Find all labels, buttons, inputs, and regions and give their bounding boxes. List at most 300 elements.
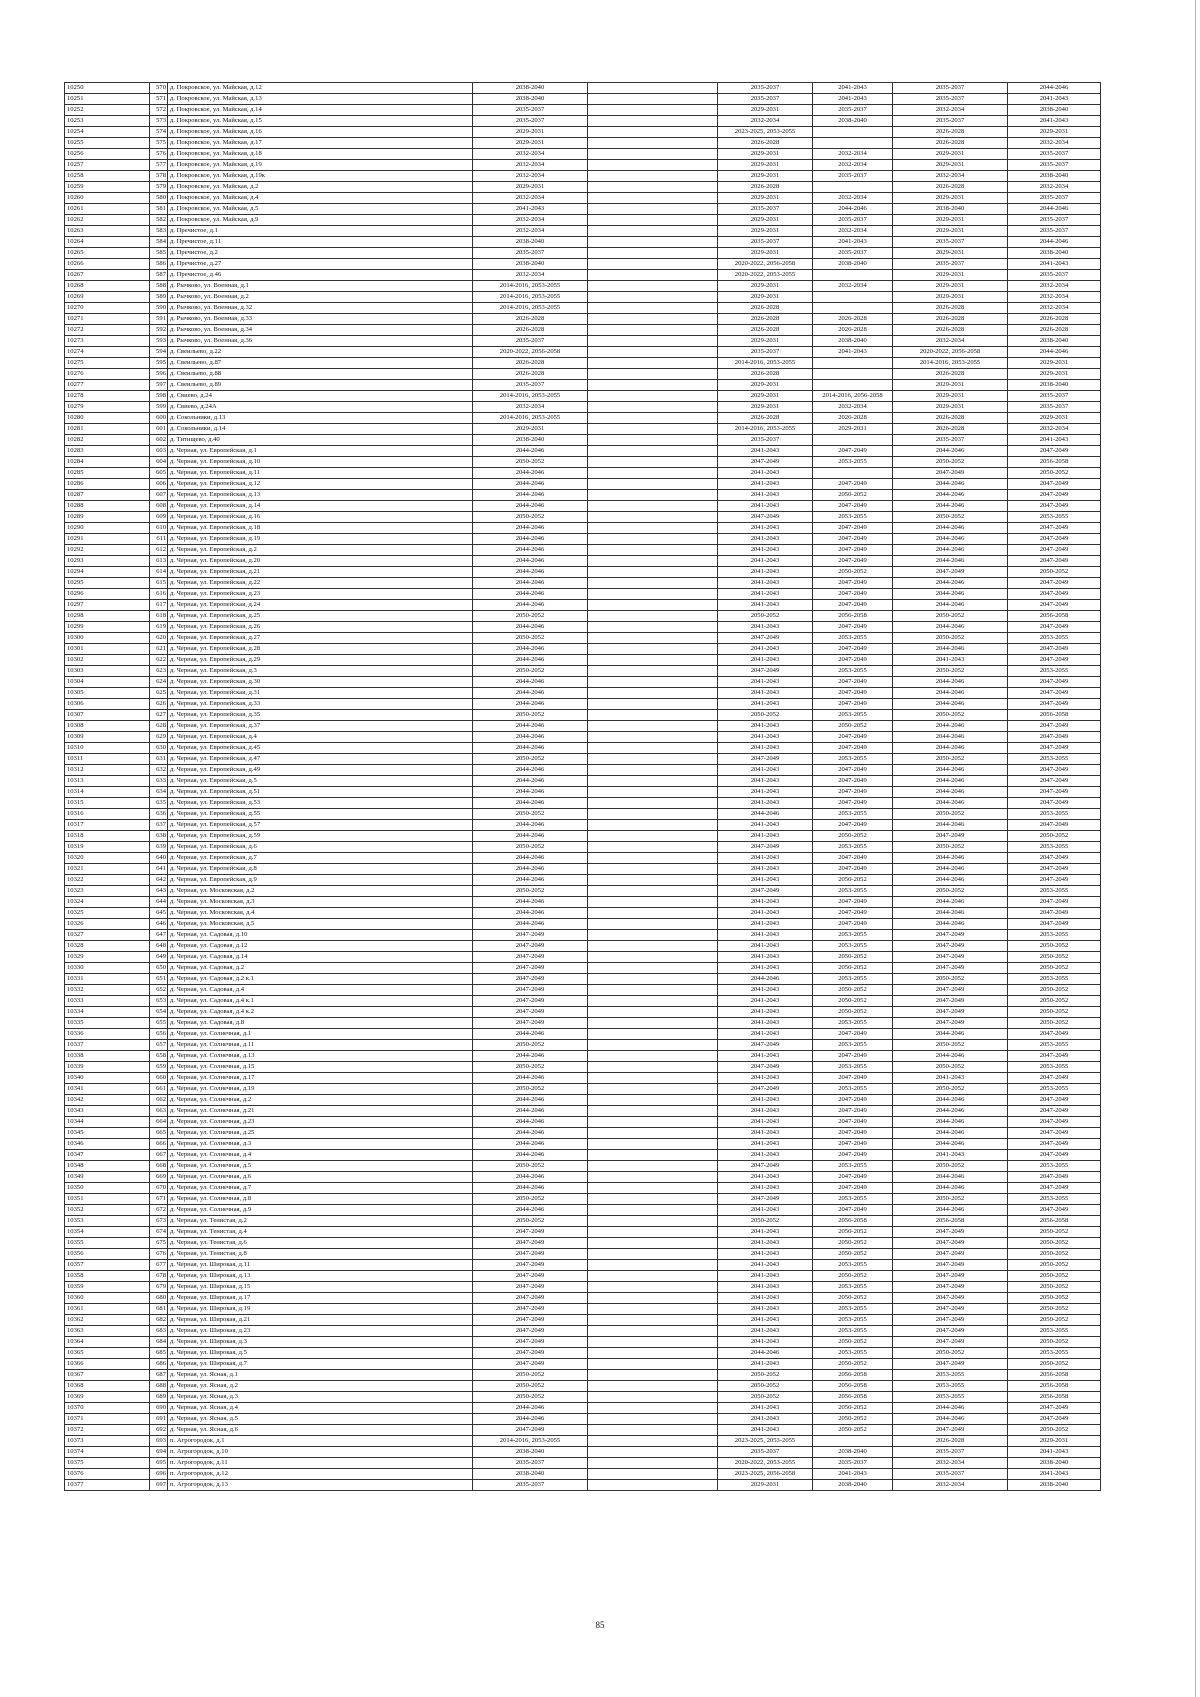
address-cell: д. Черная, ул. Садовая, д.2 к.1 [168,974,473,985]
year-range-cell-2: 2041-2043 [718,1007,813,1018]
table-row [65,1040,1101,1051]
address-cell: д. Черная, ул. Солнечная, д.3 [168,1139,473,1150]
row-number-cell: 683 [150,1326,168,1337]
year-range-cell-5: 2050-2052 [1008,1337,1101,1348]
year-range-cell-3: 2050-2052 [813,1238,893,1249]
table-row [65,215,1101,226]
year-range-cell-3: 2050-2052 [813,490,893,501]
year-range-cell-4: 2047-2049 [893,1271,1008,1282]
year-range-cell-5: 2047-2049 [1008,798,1101,809]
table-row [65,886,1101,897]
address-cell: д. Свиево, д.24 [168,391,473,402]
table-row [65,1150,1101,1161]
year-range-cell-4: 2044-2046 [893,1106,1008,1117]
empty-cell [588,1359,718,1370]
table-row [65,1117,1101,1128]
table-row [65,270,1101,281]
year-range-cell-4: 2044-2046 [893,908,1008,919]
address-cell: д. Свеильево, д.89 [168,380,473,391]
empty-cell [588,1018,718,1029]
year-range-cell-3: 2038-2040 [813,1480,893,1491]
address-cell: д. Черная, ул. Садовая, д.10 [168,930,473,941]
year-range-cell-2: 2041-2043 [718,897,813,908]
year-range-cell-3: 2050-2052 [813,1293,893,1304]
year-range-cell-3: 2035-2037 [813,215,893,226]
address-cell: д. Черная, ул. Европейская, д.20 [168,556,473,567]
address-cell: д. Покровское, ул. Майская, д.15 [168,116,473,127]
row-number-cell: 591 [150,314,168,325]
year-range-cell-4: 2044-2046 [893,1051,1008,1062]
year-range-cell-1: 2050-2052 [473,1370,588,1381]
empty-cell [588,105,718,116]
year-range-cell-1: 2044-2046 [473,699,588,710]
year-range-cell-3: 2047-2049 [813,1172,893,1183]
row-number-cell: 615 [150,578,168,589]
address-cell: д. Черная, ул. Европейская, д.29 [168,655,473,666]
year-range-cell-5: 2047-2049 [1008,1414,1101,1425]
row-id-cell: 10313 [65,776,150,787]
year-range-cell-4: 2047-2049 [893,1282,1008,1293]
year-range-cell-5: 2050-2052 [1008,1227,1101,1238]
year-range-cell-3: 2053-2055 [813,1194,893,1205]
row-id-cell: 10325 [65,908,150,919]
year-range-cell-2: 2041-2043 [718,1260,813,1271]
address-cell: д. Черная, ул. Европейская, д.18 [168,523,473,534]
year-range-cell-4: 2047-2049 [893,952,1008,963]
row-number-cell: 571 [150,94,168,105]
year-range-cell-1: 2050-2052 [473,1040,588,1051]
year-range-cell-1: 2044-2046 [473,1150,588,1161]
year-range-cell-3: 2038-2040 [813,116,893,127]
year-range-cell-2: 2041-2043 [718,875,813,886]
year-range-cell-5: 2047-2049 [1008,501,1101,512]
year-range-cell-4: 2044-2046 [893,677,1008,688]
address-cell: д. Пречистое, д.2 [168,248,473,259]
empty-cell [588,1139,718,1150]
year-range-cell-5: 2038-2040 [1008,171,1101,182]
year-range-cell-1: 2044-2046 [473,1117,588,1128]
row-number-cell: 632 [150,765,168,776]
table-row [65,1139,1101,1150]
year-range-cell-5: 2056-2058 [1008,1381,1101,1392]
row-id-cell: 10268 [65,281,150,292]
year-range-cell-3 [813,182,893,193]
row-id-cell: 10252 [65,105,150,116]
empty-cell [588,314,718,325]
year-range-cell-1: 2029-2031 [473,127,588,138]
year-range-cell-2: 2041-2043 [718,1359,813,1370]
year-range-cell-4: 2050-2052 [893,1161,1008,1172]
year-range-cell-5: 2041-2043 [1008,116,1101,127]
year-range-cell-1: 2047-2049 [473,1271,588,1282]
year-range-cell-1: 2044-2046 [473,1139,588,1150]
table-row [65,1051,1101,1062]
year-range-cell-5: 2029-2031 [1008,358,1101,369]
year-range-cell-1: 2044-2046 [473,908,588,919]
year-range-cell-1: 2014-2016, 2053-2055 [473,292,588,303]
table-row [65,1194,1101,1205]
year-range-cell-2: 2041-2043 [718,908,813,919]
year-range-cell-1: 2044-2046 [473,776,588,787]
empty-cell [588,369,718,380]
year-range-cell-1: 2029-2031 [473,424,588,435]
year-range-cell-2: 2047-2049 [718,886,813,897]
row-id-cell: 10264 [65,237,150,248]
year-range-cell-5: 2047-2049 [1008,820,1101,831]
row-id-cell: 10335 [65,1018,150,1029]
year-range-cell-1: 2044-2046 [473,534,588,545]
empty-cell [588,589,718,600]
year-range-cell-3: 2047-2049 [813,820,893,831]
year-range-cell-4: 2047-2049 [893,941,1008,952]
year-range-cell-2: 2044-2046 [718,809,813,820]
empty-cell [588,446,718,457]
year-range-cell-5: 2053-2055 [1008,754,1101,765]
year-range-cell-3 [813,468,893,479]
year-range-cell-2: 2041-2043 [718,1227,813,1238]
year-range-cell-5: 2047-2049 [1008,787,1101,798]
address-cell: д. Покровское, ул. Майская, д.2 [168,182,473,193]
table-row [65,1227,1101,1238]
empty-cell [588,479,718,490]
year-range-cell-1: 2050-2052 [473,886,588,897]
scan-edge-line [1195,0,1196,1697]
table-row [65,1073,1101,1084]
row-number-cell: 660 [150,1073,168,1084]
empty-cell [588,1392,718,1403]
year-range-cell-2: 2041-2043 [718,1095,813,1106]
address-cell: д. Свеильево, д.88 [168,369,473,380]
year-range-cell-2: 2047-2049 [718,1062,813,1073]
address-cell: д. Черная, ул. Тенистая, д.4 [168,1227,473,1238]
year-range-cell-4: 2044-2046 [893,501,1008,512]
year-range-cell-2: 2041-2043 [718,864,813,875]
row-number-cell: 608 [150,501,168,512]
row-number-cell: 603 [150,446,168,457]
year-range-cell-5: 2035-2037 [1008,149,1101,160]
row-id-cell: 10294 [65,567,150,578]
row-id-cell: 10287 [65,490,150,501]
year-range-cell-2: 2047-2049 [718,1194,813,1205]
year-range-cell-3: 2041-2043 [813,347,893,358]
empty-cell [588,721,718,732]
year-range-cell-2: 2041-2043 [718,699,813,710]
year-range-cell-3: 2035-2037 [813,1458,893,1469]
empty-cell [588,325,718,336]
row-id-cell: 10337 [65,1040,150,1051]
year-range-cell-1: 2044-2046 [473,567,588,578]
year-range-cell-5: 2026-2028 [1008,314,1101,325]
year-range-cell-2: 2044-2046 [718,974,813,985]
row-number-cell: 669 [150,1172,168,1183]
address-cell: д. Черная, ул. Европейская, д.5 [168,776,473,787]
row-number-cell: 620 [150,633,168,644]
year-range-cell-2: 2026-2028 [718,325,813,336]
year-range-cell-3: 2053-2055 [813,633,893,644]
address-cell: д. Черная, ул. Солнечная, д.11 [168,1040,473,1051]
year-range-cell-5: 2038-2040 [1008,248,1101,259]
year-range-cell-5: 2050-2052 [1008,831,1101,842]
address-cell: д. Черная, ул. Садовая, д.4 к.1 [168,996,473,1007]
year-range-cell-5: 2047-2049 [1008,875,1101,886]
row-number-cell: 624 [150,677,168,688]
year-range-cell-4: 2044-2046 [893,1095,1008,1106]
address-cell: д. Покровское, ул. Майская, д.9 [168,215,473,226]
year-range-cell-3: 2047-2049 [813,479,893,490]
row-id-cell: 10286 [65,479,150,490]
year-range-cell-3: 2053-2055 [813,1304,893,1315]
row-number-cell: 635 [150,798,168,809]
table-row [65,1183,1101,1194]
year-range-cell-1: 2038-2040 [473,1447,588,1458]
year-range-cell-2: 2029-2031 [718,292,813,303]
year-range-cell-1: 2044-2046 [473,688,588,699]
year-range-cell-3: 2047-2049 [813,853,893,864]
row-number-cell: 634 [150,787,168,798]
year-range-cell-3: 2047-2049 [813,787,893,798]
empty-cell [588,974,718,985]
year-range-cell-1: 2044-2046 [473,1172,588,1183]
address-cell: д. Черная, ул. Солнечная, д.25 [168,1128,473,1139]
address-cell: д. Черная, ул. Солнечная, д.15 [168,1062,473,1073]
year-range-cell-2: 2047-2049 [718,842,813,853]
row-id-cell: 10255 [65,138,150,149]
year-range-cell-3: 2053-2055 [813,1282,893,1293]
row-id-cell: 10311 [65,754,150,765]
year-range-cell-1: 2026-2028 [473,358,588,369]
empty-cell [588,666,718,677]
year-range-cell-1: 2035-2037 [473,1458,588,1469]
address-cell: д. Черная, ул. Тенистая, д.8 [168,1249,473,1260]
table-row [65,1326,1101,1337]
year-range-cell-4: 2026-2028 [893,1436,1008,1447]
year-range-cell-5: 2047-2049 [1008,1183,1101,1194]
row-number-cell: 623 [150,666,168,677]
table-row [65,138,1101,149]
year-range-cell-2: 2041-2043 [718,1029,813,1040]
year-range-cell-4: 2044-2046 [893,622,1008,633]
table-row [65,930,1101,941]
year-range-cell-3: 2053-2055 [813,809,893,820]
year-range-cell-1: 2014-2016, 2053-2055 [473,303,588,314]
year-range-cell-4: 2029-2031 [893,292,1008,303]
year-range-cell-5: 2056-2058 [1008,611,1101,622]
year-range-cell-2: 2041-2043 [718,688,813,699]
year-range-cell-5: 2050-2052 [1008,1304,1101,1315]
year-range-cell-5: 2047-2049 [1008,1117,1101,1128]
year-range-cell-4: 2029-2031 [893,160,1008,171]
year-range-cell-5: 2041-2043 [1008,435,1101,446]
year-range-cell-5: 2050-2052 [1008,996,1101,1007]
year-range-cell-4: 2029-2031 [893,226,1008,237]
year-range-cell-1: 2047-2049 [473,1007,588,1018]
row-id-cell: 10339 [65,1062,150,1073]
year-range-cell-4: 2029-2031 [893,281,1008,292]
year-range-cell-5: 2053-2055 [1008,1161,1101,1172]
row-number-cell: 657 [150,1040,168,1051]
year-range-cell-2: 2029-2031 [718,380,813,391]
row-id-cell: 10333 [65,996,150,1007]
year-range-cell-2: 2029-2031 [718,215,813,226]
address-cell: д. Черная, ул. Солнечная, д.1 [168,1029,473,1040]
empty-cell [588,259,718,270]
year-range-cell-4: 2026-2028 [893,413,1008,424]
year-range-cell-2: 2029-2031 [718,248,813,259]
year-range-cell-1: 2029-2031 [473,138,588,149]
row-id-cell: 10307 [65,710,150,721]
empty-cell [588,468,718,479]
row-number-cell: 589 [150,292,168,303]
year-range-cell-5: 2032-2034 [1008,303,1101,314]
year-range-cell-4: 2041-2043 [893,1150,1008,1161]
address-cell: д. Черная, ул. Широкая, д.15 [168,1282,473,1293]
year-range-cell-2: 2041-2043 [718,776,813,787]
year-range-cell-1: 2050-2052 [473,611,588,622]
empty-cell [588,1194,718,1205]
year-range-cell-1: 2047-2049 [473,1315,588,1326]
year-range-cell-5: 2047-2049 [1008,534,1101,545]
address-cell: д. Черная, ул. Ясная, д.2 [168,1381,473,1392]
year-range-cell-4: 2044-2046 [893,732,1008,743]
row-id-cell: 10259 [65,182,150,193]
year-range-cell-2: 2050-2052 [718,1370,813,1381]
year-range-cell-4: 2053-2055 [893,1370,1008,1381]
table-row [65,1304,1101,1315]
empty-cell [588,1315,718,1326]
year-range-cell-1: 2050-2052 [473,1381,588,1392]
row-number-cell: 694 [150,1447,168,1458]
year-range-cell-3: 2047-2049 [813,578,893,589]
year-range-cell-3: 2047-2049 [813,776,893,787]
year-range-cell-3: 2050-2052 [813,963,893,974]
year-range-cell-1: 2047-2049 [473,930,588,941]
year-range-cell-2: 2041-2043 [718,655,813,666]
table-row [65,1458,1101,1469]
year-range-cell-4: 2047-2049 [893,1425,1008,1436]
year-range-cell-2: 2041-2043 [718,545,813,556]
address-cell: д. Черная, ул. Европейская, д.25 [168,611,473,622]
address-cell: д. Черная, ул. Европейская, д.21 [168,567,473,578]
year-range-cell-5: 2038-2040 [1008,336,1101,347]
year-range-cell-2: 2041-2043 [718,1205,813,1216]
address-cell: д. Покровское, ул. Майская, д.19 [168,160,473,171]
year-range-cell-3: 2053-2055 [813,941,893,952]
year-range-cell-2: 2041-2043 [718,446,813,457]
year-range-cell-1: 2044-2046 [473,479,588,490]
year-range-cell-3: 2050-2052 [813,1414,893,1425]
year-range-cell-3: 2026-2028 [813,314,893,325]
year-range-cell-4: 2026-2028 [893,182,1008,193]
row-id-cell: 10270 [65,303,150,314]
table-row [65,105,1101,116]
table-row [65,1084,1101,1095]
year-range-cell-5: 2047-2049 [1008,1150,1101,1161]
row-number-cell: 574 [150,127,168,138]
table-row [65,193,1101,204]
year-range-cell-3: 2044-2046 [813,204,893,215]
year-range-cell-1: 2044-2046 [473,853,588,864]
empty-cell [588,1480,718,1491]
year-range-cell-5: 2026-2028 [1008,325,1101,336]
row-id-cell: 10347 [65,1150,150,1161]
empty-cell [588,1062,718,1073]
row-number-cell: 686 [150,1359,168,1370]
year-range-cell-5: 2047-2049 [1008,1095,1101,1106]
table-row [65,1062,1101,1073]
row-id-cell: 10250 [65,83,150,94]
year-range-cell-1: 2047-2049 [473,1293,588,1304]
year-range-cell-1: 2044-2046 [473,1073,588,1084]
year-range-cell-4: 2029-2031 [893,193,1008,204]
year-range-cell-5: 2047-2049 [1008,677,1101,688]
year-range-cell-1: 2044-2046 [473,1205,588,1216]
row-number-cell: 609 [150,512,168,523]
row-id-cell: 10370 [65,1403,150,1414]
housing-schedule-table [64,82,1101,1491]
year-range-cell-3: 2029-2031 [813,424,893,435]
row-number-cell: 586 [150,259,168,270]
row-id-cell: 10354 [65,1227,150,1238]
year-range-cell-2: 2041-2043 [718,743,813,754]
year-range-cell-5: 2047-2049 [1008,589,1101,600]
empty-cell [588,160,718,171]
address-cell: д. Черная, ул. Широкая, д.23 [168,1326,473,1337]
year-range-cell-1: 2050-2052 [473,1392,588,1403]
year-range-cell-4: 2029-2031 [893,391,1008,402]
year-range-cell-1: 2047-2049 [473,985,588,996]
table-row [65,1469,1101,1480]
row-number-cell: 612 [150,545,168,556]
year-range-cell-2: 2041-2043 [718,798,813,809]
table-row [65,963,1101,974]
year-range-cell-1: 2044-2046 [473,1029,588,1040]
year-range-cell-4: 2044-2046 [893,556,1008,567]
year-range-cell-3: 2041-2043 [813,94,893,105]
year-range-cell-2: 2047-2049 [718,1040,813,1051]
year-range-cell-2: 2041-2043 [718,721,813,732]
table-row [65,1293,1101,1304]
year-range-cell-5: 2038-2040 [1008,1480,1101,1491]
year-range-cell-4: 2044-2046 [893,875,1008,886]
empty-cell [588,534,718,545]
row-number-cell: 665 [150,1128,168,1139]
table-row [65,127,1101,138]
address-cell: д. Черная, ул. Солнечная, д.19 [168,1084,473,1095]
year-range-cell-4: 2047-2049 [893,930,1008,941]
empty-cell [588,1282,718,1293]
row-number-cell: 577 [150,160,168,171]
year-range-cell-1: 2044-2046 [473,556,588,567]
year-range-cell-5: 2047-2049 [1008,644,1101,655]
empty-cell [588,754,718,765]
year-range-cell-4: 2044-2046 [893,743,1008,754]
year-range-cell-5: 2038-2040 [1008,380,1101,391]
row-id-cell: 10358 [65,1271,150,1282]
year-range-cell-4: 2026-2028 [893,314,1008,325]
row-id-cell: 10303 [65,666,150,677]
address-cell: д. Черная, ул. Европейская, д.30 [168,677,473,688]
year-range-cell-4: 2056-2058 [893,1216,1008,1227]
table-row [65,1106,1101,1117]
year-range-cell-1: 2050-2052 [473,457,588,468]
address-cell: п. Агрогородок, д.10 [168,1447,473,1458]
year-range-cell-5: 2047-2049 [1008,523,1101,534]
table-row [65,1370,1101,1381]
row-number-cell: 633 [150,776,168,787]
year-range-cell-1: 2032-2034 [473,193,588,204]
year-range-cell-1: 2032-2034 [473,171,588,182]
address-cell: д. Черная, ул. Европейская, д.24 [168,600,473,611]
